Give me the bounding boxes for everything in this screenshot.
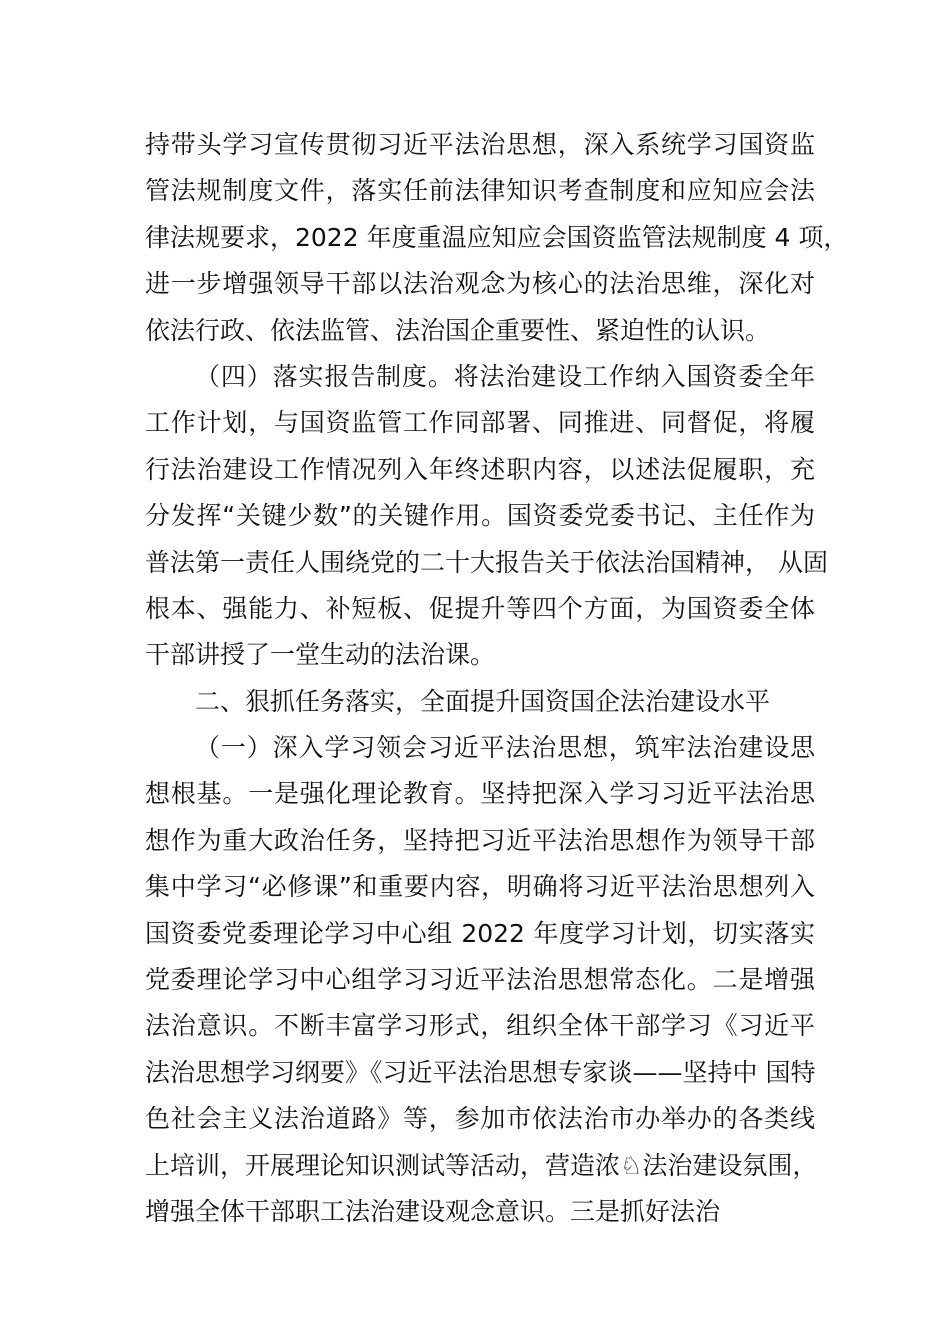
text-line-3: 律法规要求，2022 年度重温应知应会国资监管法规制度 4 项， (145, 222, 849, 252)
text-line-6: （四）落实报告制度。将法治建设工作纳入国资委全年 (195, 361, 815, 391)
text-line-10: 普法第一责任人围绕党的二十大报告关于依法治国精神， 从固 (145, 547, 828, 577)
text-line-24: 增强全体干部职工法治建设观念意识。三是抓好法治 (145, 1196, 721, 1226)
text-line-1: 持带头学习宣传贯彻习近平法治思想，深入系统学习国资监 (145, 130, 815, 159)
text-line-16: 想作为重大政治任务，坚持把习近平法治思想作为领导干部 (145, 825, 815, 855)
text-line-21: 法治思想学习纲要》《习近平法治思想专家谈——坚持中 国特 (145, 1057, 816, 1087)
text-line-23: 上培训，开展理论知识测试等活动，营造浓♘法治建设氛围， (145, 1150, 818, 1180)
body-text (145, 122, 849, 1235)
text-line-12: 干部讲授了一堂生动的法治课。 (145, 640, 496, 670)
text-line-22: 色社会主义法治道路》等，参加市依法治市办举办的各类线 (145, 1104, 815, 1134)
text-line-2: 管法规制度文件，落实任前法律知识考查制度和应知应会法 (145, 176, 815, 206)
text-line-5: 依法行政、依法监管、法治国企重要性、紧迫性的认识。 (145, 315, 771, 345)
text-line-14: （一）深入学习领会习近平法治思想，筑牢法治建设思 (195, 733, 815, 763)
text-line-4: 进一步增强领导干部以法治观念为核心的法治思维，深化对 (145, 269, 815, 299)
text-line-15: 想根基。一是强化理论教育。坚持把深入学习习近平法治思 (145, 779, 815, 809)
text-line-8: 行法治建设工作情况列入年终述职内容，以述法促履职，充 (145, 454, 815, 484)
text-line-9: 分发挥“关键少数”的关键作用。国资委党委书记、主任作为 (145, 501, 815, 531)
text-line-17: 集中学习“必修课”和重要内容，明确将习近平法治思想列入 (145, 872, 815, 902)
text-line-19: 党委理论学习中心组学习习近平法治思想常态化。二是增强 (145, 965, 815, 995)
text-line-18: 国资委党委理论学习中心组 2022 年度学习计划，切实落实 (145, 918, 815, 948)
text-line-11: 根本、强能力、补短板、促提升等四个方面，为国资委全体 (145, 593, 815, 623)
text-line-7: 工作计划，与国资监管工作同部署、同推进、同督促，将履 (145, 408, 815, 438)
text-line-20: 法治意识。不断丰富学习形式，组织全体干部学习《习近平 (145, 1011, 815, 1041)
section-heading: 二、狠抓任务落实，全面提升国资国企法治建设水平 (195, 686, 771, 716)
